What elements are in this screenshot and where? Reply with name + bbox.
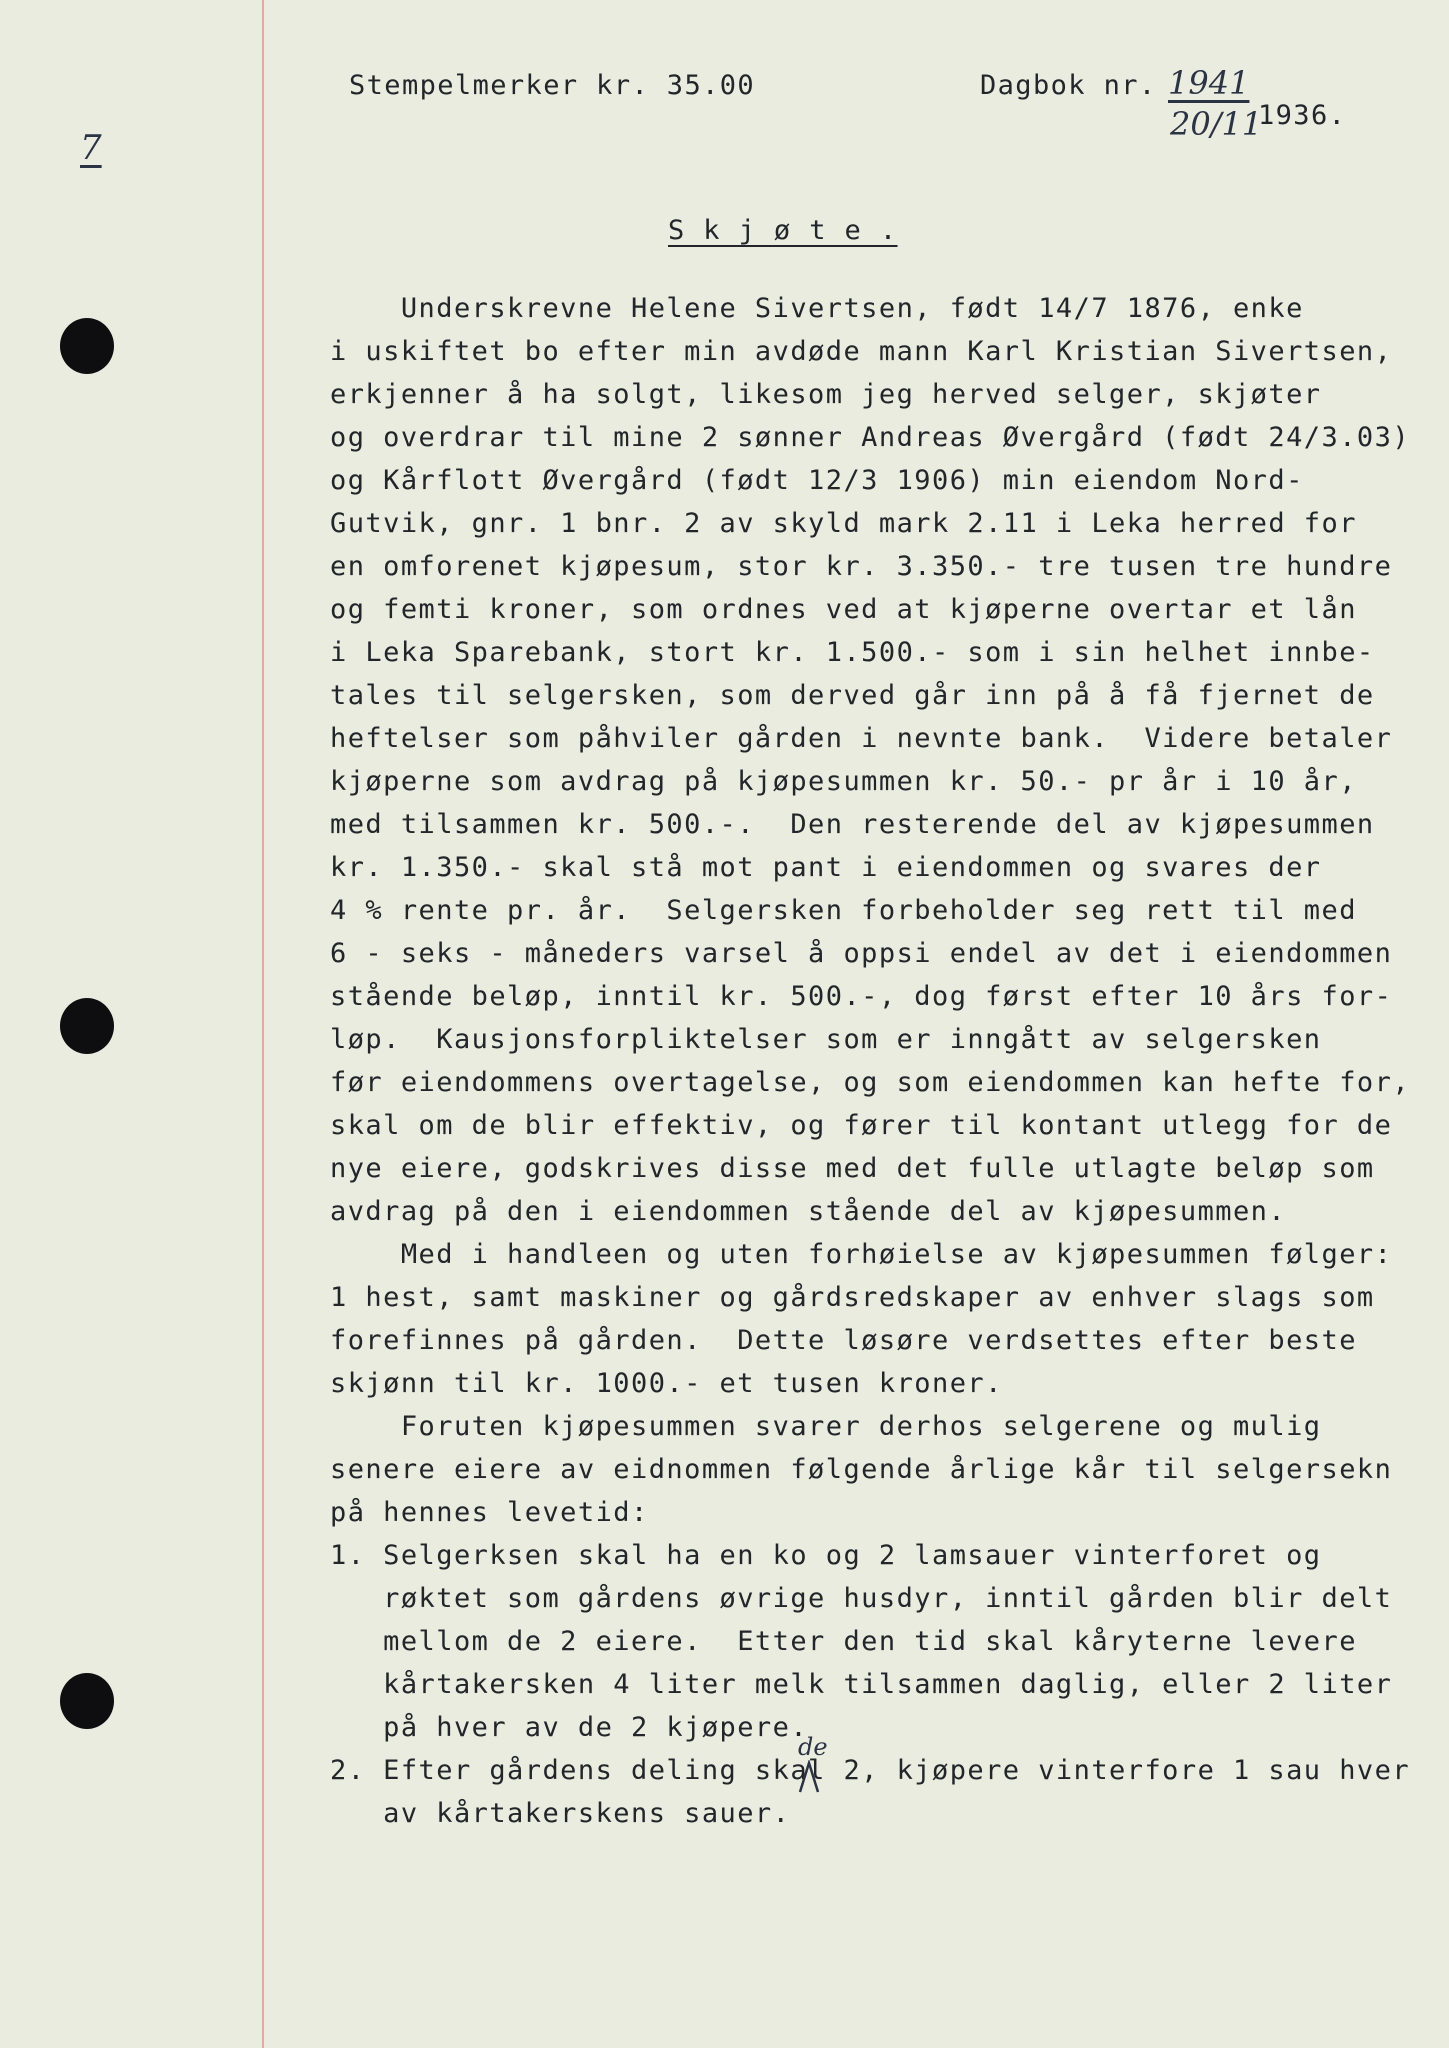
body-line: og femti kroner, som ordnes ved at kjøperne overtar et lån bbox=[330, 594, 1357, 625]
body-line: med tilsammen kr. 500.-. Den resterende del av kjøpesummen bbox=[330, 809, 1375, 840]
body-line: 1. Selgerksen skal ha en ko og 2 lamsauer vinterforet og bbox=[330, 1540, 1322, 1571]
body-line: skal om de blir effektiv, og fører til kontant utlegg for de bbox=[330, 1110, 1393, 1141]
handwritten-insertion: de bbox=[798, 1733, 828, 1761]
body-line: og overdrar til mine 2 sønner Andreas Øvergård (født 24/3.03) bbox=[330, 422, 1411, 453]
body-line: Underskrevne Helene Sivertsen, født 14/7 1876, enke bbox=[330, 293, 1304, 324]
body-line: en omforenet kjøpesum, stor kr. 3.350.- tre tusen tre hundre bbox=[330, 551, 1393, 582]
body-line: 2. Efter gårdens deling skal 2, kjøpere vinterfore 1 sau hver bbox=[330, 1755, 1411, 1786]
document-title: S k j ø t e . bbox=[668, 215, 898, 246]
body-line: kjøperne som avdrag på kjøpesummen kr. 50.- pr år i 10 år, bbox=[330, 766, 1357, 797]
body-line: røktet som gårdens øvrige husdyr, inntil gården blir delt bbox=[330, 1583, 1393, 1614]
body-line: nye eiere, godskrives disse med det fulle utlagte beløp som bbox=[330, 1153, 1375, 1184]
journal-number: 1941 bbox=[1168, 64, 1250, 102]
body-line: tales til selgersken, som derved går inn på å få fjernet de bbox=[330, 680, 1375, 711]
document-body bbox=[330, 293, 1410, 1853]
body-line: på hennes levetid: bbox=[330, 1497, 649, 1528]
body-line: før eiendommens overtagelse, og som eiendommen kan hefte for, bbox=[330, 1067, 1411, 1098]
punch-hole-middle bbox=[60, 998, 114, 1054]
caret-insertion-icon bbox=[798, 1760, 820, 1794]
body-line: kr. 1.350.- skal stå mot pant i eiendommen og svares der bbox=[330, 852, 1322, 883]
margin-rule bbox=[262, 0, 264, 2048]
body-line: på hver av de 2 kjøpere. bbox=[330, 1712, 809, 1743]
body-line: løp. Kausjonsforpliktelser som er inngått av selgersken bbox=[330, 1024, 1322, 1055]
body-line: Foruten kjøpesummen svarer derhos selgerene og mulig bbox=[330, 1411, 1322, 1442]
journal-year: 1936. bbox=[1258, 100, 1347, 131]
body-line: senere eiere av eidnommen følgende årlige kår til selgersekn bbox=[330, 1454, 1393, 1485]
body-line: Med i handleen og uten forhøielse av kjøpesummen følger: bbox=[330, 1239, 1393, 1270]
body-line: i Leka Sparebank, stort kr. 1.500.- som i sin helhet innbe- bbox=[330, 637, 1375, 668]
punch-hole-bottom bbox=[60, 1673, 114, 1729]
body-line: 6 - seks - måneders varsel å oppsi endel av det i eiendommen bbox=[330, 938, 1393, 969]
body-line: 4 % rente pr. år. Selgersken forbeholder seg rett til med bbox=[330, 895, 1357, 926]
punch-hole-top bbox=[60, 318, 114, 374]
body-line: forefinnes på gården. Dette løsøre verdsettes efter beste bbox=[330, 1325, 1357, 1356]
body-line: og Kårflott Øvergård (født 12/3 1906) min eiendom Nord- bbox=[330, 465, 1304, 496]
body-line: heftelser som påhviler gården i nevnte bank. Videre betaler bbox=[330, 723, 1393, 754]
body-line: stående beløp, inntil kr. 500.-, dog først efter 10 års for- bbox=[330, 981, 1393, 1012]
body-line: Gutvik, gnr. 1 bnr. 2 av skyld mark 2.11 i Leka herred for bbox=[330, 508, 1357, 539]
body-line: mellom de 2 eiere. Etter den tid skal kåryterne levere bbox=[330, 1626, 1357, 1657]
body-line: erkjenner å ha solgt, likesom jeg herved selger, skjøter bbox=[330, 379, 1322, 410]
journal-date: 20/11 bbox=[1170, 105, 1263, 143]
body-line: i uskiftet bo efter min avdøde mann Karl Kristian Sivertsen, bbox=[330, 336, 1393, 367]
journal-label: Dagbok nr. bbox=[980, 70, 1157, 101]
stamp-fee-label: Stempelmerker kr. 35.00 bbox=[349, 70, 756, 101]
page-number: 7 bbox=[80, 128, 102, 168]
body-line: skjønn til kr. 1000.- et tusen kroner. bbox=[330, 1368, 1003, 1399]
body-line: kårtakersken 4 liter melk tilsammen daglig, eller 2 liter bbox=[330, 1669, 1393, 1700]
body-line: avdrag på den i eiendommen stående del av kjøpesummen. bbox=[330, 1196, 1287, 1227]
body-line: av kårtakerskens sauer. bbox=[330, 1798, 791, 1829]
body-line: 1 hest, samt maskiner og gårdsredskaper av enhver slags som bbox=[330, 1282, 1375, 1313]
